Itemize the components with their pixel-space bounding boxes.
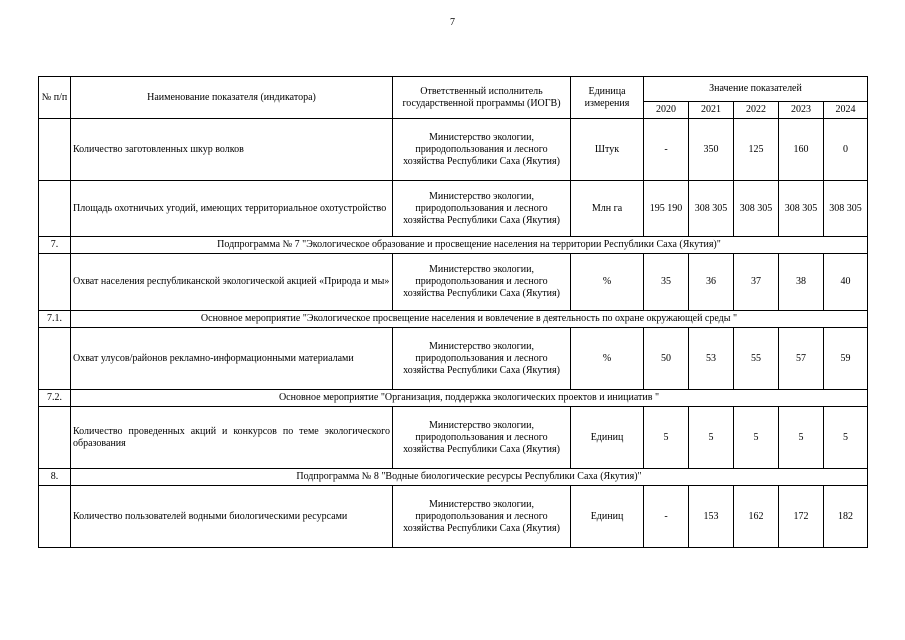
table-row (39, 181, 868, 237)
value-cell: 57 (779, 328, 824, 390)
executor-cell: Министерство экологии, природопользования и лесного хозяйства Республики Саха (Якутия) (393, 486, 571, 548)
value-cell: 0 (824, 119, 868, 181)
value-cell: 162 (734, 486, 779, 548)
unit-cell: % (571, 328, 644, 390)
value-cell: 308 305 (824, 181, 868, 237)
value-cell: 350 (689, 119, 734, 181)
section-title: Подпрограмма № 7 "Экологическое образование и просвещение населения на территории Республики Саха (Якутия)" (71, 237, 868, 254)
indicator-name-cell: Количество проведенных акций и конкурсов по теме экологического образования (71, 407, 393, 469)
row-num-cell (39, 486, 71, 548)
section-title: Подпрограмма № 8 "Водные биологические ресурсы Республики Саха (Якутия)" (71, 469, 868, 486)
row-num-cell (39, 181, 71, 237)
executor-cell: Министерство экологии, природопользования и лесного хозяйства Республики Саха (Якутия) (393, 328, 571, 390)
header-year: 2024 (824, 102, 868, 119)
header-year: 2021 (689, 102, 734, 119)
header-unit: Единица измерения (571, 77, 644, 119)
value-cell: 38 (779, 254, 824, 311)
table-row (39, 407, 868, 469)
value-cell: 182 (824, 486, 868, 548)
value-cell: 5 (644, 407, 689, 469)
value-cell: 308 305 (689, 181, 734, 237)
unit-cell: Единиц (571, 407, 644, 469)
section-num: 7.2. (39, 390, 71, 407)
table-row (39, 119, 868, 181)
value-cell: 5 (689, 407, 734, 469)
section-title: Основное мероприятие "Экологическое просвещение населения и вовлечение в деятельность по охране окружающей среды " (71, 311, 868, 328)
executor-cell: Министерство экологии, природопользования и лесного хозяйства Республики Саха (Якутия) (393, 254, 571, 311)
row-num-cell (39, 119, 71, 181)
section-row (39, 390, 868, 407)
value-cell: 59 (824, 328, 868, 390)
indicator-name-cell: Площадь охотничьих угодий, имеющих территориальное охотустройство (71, 181, 393, 237)
executor-cell: Министерство экологии, природопользования и лесного хозяйства Республики Саха (Якутия) (393, 181, 571, 237)
indicator-name-cell: Количество пользователей водными биологическими ресурсами (71, 486, 393, 548)
value-cell: 125 (734, 119, 779, 181)
row-num-cell (39, 407, 71, 469)
value-cell: 5 (779, 407, 824, 469)
header-indicator: Наименование показателя (индикатора) (71, 77, 393, 119)
header-year: 2022 (734, 102, 779, 119)
table-row (39, 328, 868, 390)
value-cell: 5 (734, 407, 779, 469)
value-cell: 308 305 (779, 181, 824, 237)
value-cell: 308 305 (734, 181, 779, 237)
executor-cell: Министерство экологии, природопользования и лесного хозяйства Республики Саха (Якутия) (393, 407, 571, 469)
header-year: 2020 (644, 102, 689, 119)
section-row (39, 469, 868, 486)
unit-cell: Млн га (571, 181, 644, 237)
value-cell: 160 (779, 119, 824, 181)
row-num-cell (39, 328, 71, 390)
value-cell: 40 (824, 254, 868, 311)
section-num: 7.1. (39, 311, 71, 328)
unit-cell: Штук (571, 119, 644, 181)
row-num-cell (39, 254, 71, 311)
value-cell: 172 (779, 486, 824, 548)
executor-cell: Министерство экологии, природопользования и лесного хозяйства Республики Саха (Якутия) (393, 119, 571, 181)
value-cell: 50 (644, 328, 689, 390)
section-title: Основное мероприятие "Организация, поддержка экологических проектов и инициатив " (71, 390, 868, 407)
section-num: 7. (39, 237, 71, 254)
value-cell: 35 (644, 254, 689, 311)
indicator-name-cell: Количество заготовленных шкур волков (71, 119, 393, 181)
value-cell: 36 (689, 254, 734, 311)
table-row (39, 254, 868, 311)
indicator-name-cell: Охват улусов/районов рекламно-информационными материалами (71, 328, 393, 390)
section-num: 8. (39, 469, 71, 486)
table-header (39, 77, 868, 119)
unit-cell: % (571, 254, 644, 311)
value-cell: 153 (689, 486, 734, 548)
indicators-table (38, 76, 868, 548)
header-num: № п/п (39, 77, 71, 119)
indicator-name-cell: Охват населения республиканской экологической акцией «Природа и мы» (71, 254, 393, 311)
value-cell: 195 190 (644, 181, 689, 237)
value-cell: - (644, 119, 689, 181)
value-cell: 53 (689, 328, 734, 390)
header-year: 2023 (779, 102, 824, 119)
unit-cell: Единиц (571, 486, 644, 548)
value-cell: 55 (734, 328, 779, 390)
value-cell: 5 (824, 407, 868, 469)
page-number: 7 (450, 17, 455, 28)
value-cell: 37 (734, 254, 779, 311)
section-row (39, 237, 868, 254)
header-executor: Ответственный исполнитель государственной программы (ИОГВ) (393, 77, 571, 119)
header-values: Значение показателей (644, 77, 868, 102)
table-row (39, 486, 868, 548)
value-cell: - (644, 486, 689, 548)
section-row (39, 311, 868, 328)
